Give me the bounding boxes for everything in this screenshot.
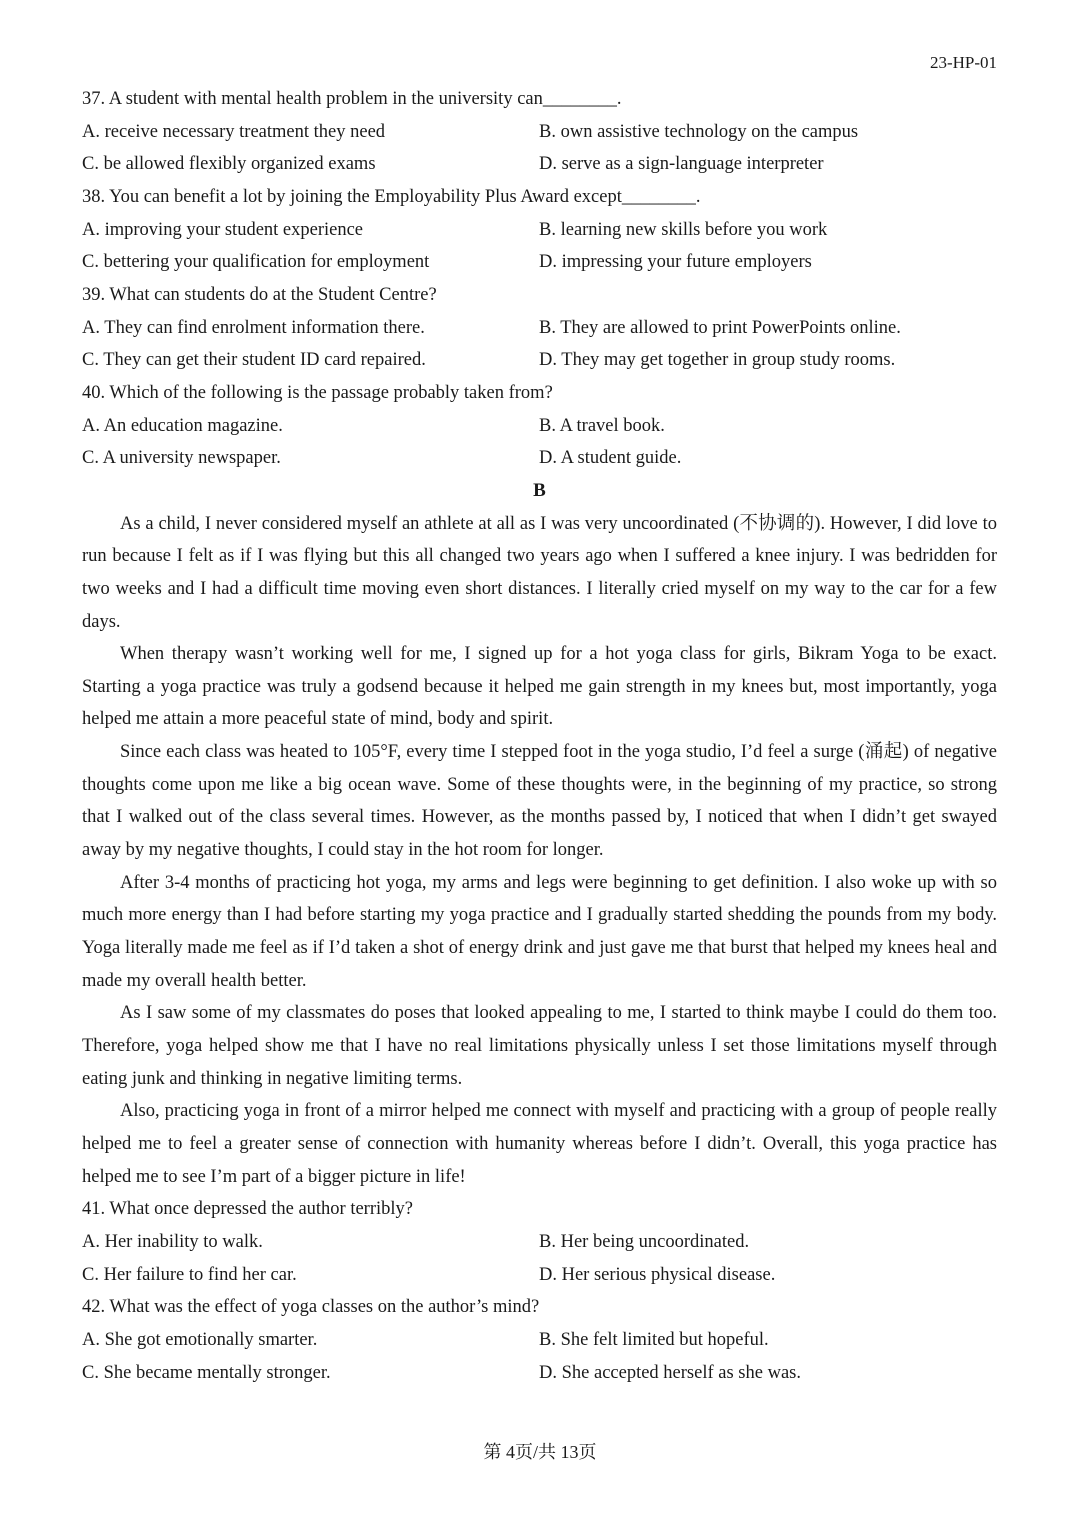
options-row [82,148,997,181]
options-row [82,214,997,247]
option-d: D. They may get together in group study rooms. [539,350,896,371]
option-d: D. She accepted herself as she was. [539,1362,801,1383]
options-row [82,1324,997,1357]
option-c: C. She became mentally stronger. [82,1362,331,1383]
question-stem: 40. Which of the following is the passage probably taken from? [82,382,553,403]
option-b: B. A travel book. [539,415,665,436]
option-b: B. own assistive technology on the campus [539,121,859,142]
option-b: B. She felt limited but hopeful. [539,1329,769,1350]
question-stem: 39. What can students do at the Student Centre? [82,284,437,305]
paragraph: As a child, I never considered myself an athlete at all as I was very uncoordinated (不协调的). However, I did love to run because I felt as if I was flying but this all changed two years ago when I suffered a knee injury. I was bedridden for two weeks and I had a difficult time moving even short distances. I literally cried myself on my way to the car for a few days. [82,513,997,632]
option-c: C. Her failure to find her car. [82,1264,297,1285]
options-row [82,442,997,475]
option-d: D. serve as a sign-language interpreter [539,154,824,175]
question-stem: 38. You can benefit a lot by joining the Employability Plus Award except________. [82,186,701,207]
paragraph: Since each class was heated to 105°F, every time I stepped foot in the yoga studio, I’d feel a surge (涌起) of negative thoughts come upon me like a big ocean wave. Some of these thoughts were, in the beginning of my practice, so strong that I walked out of the class several times. However, as the months passed by, I noticed that when I didn’t get swayed away by my negative thoughts, I could stay in the hot room for longer. [82,742,997,861]
option-c: C. bettering your qualification for employment [82,252,430,273]
page-number: 第 4页/共 13页 [483,1442,597,1462]
section-title: B [533,479,546,501]
paragraph: As I saw some of my classmates do poses that looked appealing to me, I started to think maybe I could do them too. Therefore, yoga helped show me that I have no real limitations physically unless I set those limitations myself through eating junk and thinking in negative limiting terms. [82,1003,997,1089]
options-row [82,344,997,377]
option-d: D. A student guide. [539,448,682,469]
option-a: A. Her inability to walk. [82,1231,263,1252]
option-c: C. be allowed flexibly organized exams [82,154,376,175]
option-b: B. Her being uncoordinated. [539,1231,750,1252]
option-d: D. impressing your future employers [539,252,812,273]
paragraph: After 3-4 months of practicing hot yoga, my arms and legs were beginning to get definition. I also woke up with so much more energy than I had before starting my yoga practice and I gradually started shedding the pounds from my body. Yoga literally made me feel as if I’d taken a shot of energy drink and just gave me that burst that helped my knees heal and made my overall health better. [82,872,997,991]
options-row [82,312,997,345]
options-row [82,1357,997,1390]
option-b: B. learning new skills before you work [539,219,828,240]
questions-37-40 [82,83,997,475]
options-row [82,1259,997,1292]
question-stem: 41. What once depressed the author terribly? [82,1199,413,1220]
option-a: A. An education magazine. [82,415,283,436]
option-c: C. They can get their student ID card repaired. [82,350,426,371]
paragraph: When therapy wasn’t working well for me, I signed up for a hot yoga class for girls, Bikram Yoga to be exact. Starting a yoga practice was truly a godsend because it helped me gain strength in my knees but, most importantly, yoga helped me attain a more peaceful state of mind, body and spirit. [82,644,997,730]
options-row [82,410,997,443]
option-a: A. receive necessary treatment they need [82,121,386,142]
question-stem: 37. A student with mental health problem in the university can________. [82,89,622,109]
option-a: A. She got emotionally smarter. [82,1329,318,1350]
paragraph: Also, practicing yoga in front of a mirror helped me connect with myself and practicing with a group of people really helped me to feel a greater sense of connection with humanity whereas before I didn’t. Overall, this yoga practice has helped me to see I’m part of a bigger picture in life! [82,1101,997,1187]
document-code: 23-HP-01 [929,53,997,72]
option-c: C. A university newspaper. [82,448,281,469]
questions-41-42 [82,1193,997,1389]
question-stem: 42. What was the effect of yoga classes on the author’s mind? [82,1297,540,1318]
option-b: B. They are allowed to print PowerPoints online. [539,317,901,338]
page-content [82,83,997,1389]
option-a: A. They can find enrolment information there. [82,317,425,338]
option-d: D. Her serious physical disease. [539,1264,776,1285]
options-row [82,116,997,149]
passage-b [82,508,997,1194]
options-row [82,1226,997,1259]
option-a: A. improving your student experience [82,219,364,240]
options-row [82,246,997,279]
